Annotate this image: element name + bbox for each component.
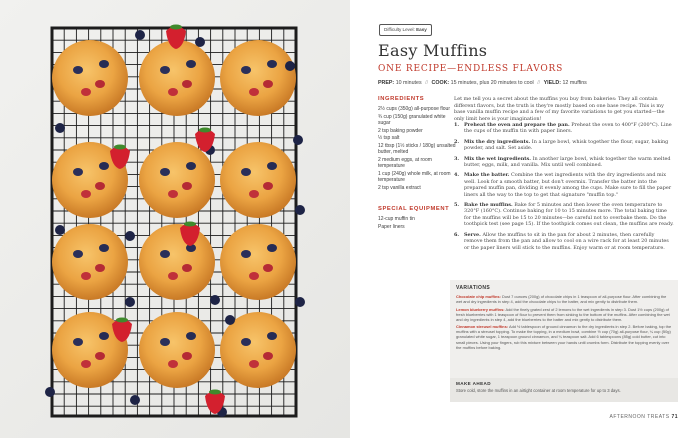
step-number: 2. [454,138,460,145]
method-step [454,202,674,228]
berry-spot [95,182,105,190]
blueberry [45,387,55,397]
variation-text: Add ½ tablespoon of ground cinnamon to the dry ingredients in step 2. Before baking, top the muffins with a streusel topping. To make the topping, in a medium bowl, combine ½ cup (70g) all-purpose flour, ¼ cup (50g) granulated white sugar, 1 teaspoon ground cinnamon, and ¼ teaspoon salt. Add 6 tablespoons (85g) cold butter, cut into small pieces. Using your fingers, rub this mixture between your hands until crumbs form. Distribute the topping evenly over the muffins before baking. [456,324,672,350]
berry-spot [263,80,273,88]
blueberry [285,61,295,71]
cook-label: COOK: [431,80,450,86]
blueberry [125,297,135,307]
blueberry [135,30,145,40]
berry-spot [95,80,105,88]
berry-spot [73,168,83,176]
ingredient-item: 2 tsp vanilla extract [378,184,421,191]
ingredient-item: 1 cup (240g) whole milk, at room temperature [378,170,451,184]
variation-text: Dust 7 ounces (200g) of chocolate chips in 1 teaspoon of all-purpose flour. After combining the wet and dry ingredients in step 4, add the chocolate chips to the batter, and mix gently to distribute them. [456,294,667,305]
berry-spot [160,66,170,74]
berry-spot [168,360,178,368]
blueberry [130,395,140,405]
berry-spot [182,182,192,190]
berry-spot [160,168,170,176]
equipment-heading: SPECIAL EQUIPMENT [378,206,450,212]
berry-spot [182,352,192,360]
strawberry-leaf [184,222,196,227]
variation-item [456,294,672,304]
strawberry-leaf [199,128,211,133]
berry-spot [95,264,105,272]
step-number: 6. [454,231,460,238]
variation-item [456,307,672,322]
muffin [139,224,215,300]
muffin [220,142,296,218]
make-ahead-heading: MAKE AHEAD [456,381,491,386]
variation-text: Add the finely grated zest of 2 lemons to the wet ingredients in step 3. Dust 1½ cups (200g) of fresh blueberries with 1 teaspoon of flour to prevent them from sinking to the bottom of the muffins. After combining the wet and dry ingredients in step 4, add the blueberries to the batter and mix gently to distribute them. [456,306,670,322]
step-text: In a large bowl, whisk together the flour, sugar, baking powder, and salt. Set aside. [464,138,669,152]
berry-spot [267,244,277,252]
berry-spot [249,88,259,96]
berry-spot [160,250,170,258]
blueberry [293,135,303,145]
variations-heading: VARIATIONS [456,285,491,291]
ingredient-item: 2 medium eggs, at room temperature [378,156,432,170]
step-lead: Bake the muffins. [464,202,513,209]
berry-spot [168,88,178,96]
method-step [454,232,674,251]
difficulty-value: Easy [416,27,427,32]
berry-spot [95,352,105,360]
strawberry-leaf [116,318,128,323]
berry-spot [249,190,259,198]
equipment-section [378,206,458,231]
step-text: Bake for 5 minutes and then lower the oven temperature to 320°F (160°C). Continue baking for 10 to 15 minutes more. The total baking time for the muffins will be 15 to 20 minutes—be careful not to overbake them. Do the toothpick test (see page 15). If the toothpick comes out clean, the muffins are ready. [464,202,674,228]
berry-spot [263,182,273,190]
step-lead: Mix the wet ingredients. [464,155,531,162]
blueberry [210,295,220,305]
berry-spot [241,250,251,258]
variation-name: Cinnamon streusel muffins: [456,324,509,330]
berry-spot [267,162,277,170]
muffin [139,142,215,218]
berry-spot [81,272,91,280]
yield-value: 12 muffins [562,80,587,86]
step-lead: Preheat the oven and prepare the pan. [464,122,570,128]
muffin [139,40,215,116]
muffin [139,312,215,388]
make-ahead-box [450,378,678,402]
berry-spot [81,190,91,198]
ingredients-heading: INGREDIENTS [378,96,425,102]
muffin [220,40,296,116]
blueberry [195,37,205,47]
berry-spot [81,88,91,96]
page-number: 71 [671,414,678,420]
berry-spot [263,352,273,360]
step-lead: Make the batter. [464,172,510,179]
ingredient-item: 12 tbsp (1½ sticks / 180g) unsalted butter, melted [378,142,456,156]
variation-item [456,324,672,349]
berry-spot [267,332,277,340]
muffin [220,224,296,300]
prep-value: 10 minutes [395,80,422,86]
prep-label: PREP: [378,80,395,86]
ingredient-item: 2½ cups (350g) all-purpose flour [378,106,450,112]
variation-name: Chocolate chip muffins: [456,294,501,299]
berry-spot [186,60,196,68]
step-text: In another large bowl, whisk together the warm melted butter, eggs, milk, and vanilla. Mix until well combined. [464,155,671,169]
muffin [52,224,128,300]
muffin [52,40,128,116]
blueberry [295,297,305,307]
berry-spot [81,360,91,368]
step-number: 3. [454,155,460,162]
berry-spot [249,360,259,368]
method-step [454,139,674,152]
method-steps [454,122,674,255]
berry-spot [267,60,277,68]
yield-label: YIELD: [543,80,561,86]
step-number: 5. [454,202,460,209]
variations-box [450,280,678,380]
make-ahead-text: Store cold, store the muffins in an airtight container at room temperature for up to 3 days. [456,388,621,393]
method-step [454,122,674,135]
difficulty-badge [379,24,432,36]
variation-name: Lemon blueberry muffins: [456,306,505,312]
ingredients-list [378,106,458,191]
berry-spot [99,244,109,252]
cook-value: 15 minutes, plus 20 minutes to cool [450,80,534,86]
berry-spot [241,66,251,74]
meta-separator: // [537,80,541,86]
blueberry [225,315,235,325]
recipe-title: Easy Muffins [378,41,488,60]
step-lead: Mix the dry ingredients. [464,138,531,145]
recipe-page [350,0,700,438]
berry-spot [73,250,83,258]
berry-spot [160,338,170,346]
step-number: 4. [454,172,460,179]
berry-spot [186,162,196,170]
berry-spot [168,272,178,280]
meta-separator: // [425,80,429,86]
berry-spot [99,332,109,340]
step-text: Combine the wet ingredients with the dry ingredients and mix well. Look for a smooth batter, but don't overmix. Transfer the batter into the prepared muffin pan, dividing it evenly among the cups. Make sure to fill the paper liners all the way to the top to get that signature "muffin top." [464,172,672,198]
berry-spot [182,264,192,272]
ingredients-section [378,96,458,192]
strawberry-leaf [114,145,126,150]
page-footer [610,414,679,420]
berry-spot [263,264,273,272]
footer-section: AFTERNOON TREATS [609,414,670,420]
ingredient-item: ¾ cup (150g) granulated white sugar [378,113,446,126]
equipment-list [378,216,458,230]
berry-spot [99,162,109,170]
strawberry-leaf [170,25,182,30]
recipe-intro: Let me tell you a secret about the muffins you buy from bakeries: They all contain different flavors, but the truth is they're mostly based on one base recipe. This is my base vanilla muffin recipe and a few of my favorite variations to get you started—the only limit here is your imagination! [454,96,665,122]
blueberry [55,123,65,133]
berry-spot [182,80,192,88]
berry-spot [186,332,196,340]
ingredient-item: ½ tsp salt [378,135,400,142]
blueberry [125,231,135,241]
blueberry [295,205,305,215]
step-text: Allow the muffins to sit in the pan for about 2 minutes, then carefully remove them from the pan and allow to cool on a wire rack for at least 20 minutes or the paper liners will stick to the muffins. Enjoy warm or at room temperature. [464,231,669,251]
berry-spot [73,66,83,74]
berry-spot [99,60,109,68]
equipment-item: Paper liners [378,223,405,230]
method-step [454,172,674,198]
berry-spot [168,190,178,198]
ingredient-item: 2 tsp baking powder [378,127,423,134]
blueberry [55,225,65,235]
step-text: Preheat the oven to 400°F (200°C). Line the cups of the muffin tin with paper liners. [464,122,672,135]
berry-spot [249,272,259,280]
method-step [454,156,674,169]
strawberry-leaf [209,390,221,395]
berry-spot [241,168,251,176]
berry-spot [73,338,83,346]
recipe-meta [378,80,678,86]
step-lead: Serve. [464,231,481,238]
recipe-subtitle: ONE RECIPE—ENDLESS FLAVORS [378,64,564,74]
difficulty-label: Difficulty Level: [384,27,415,32]
berry-spot [241,338,251,346]
step-number: 1. [454,122,460,128]
equipment-item: 12-cup muffin tin [378,216,415,222]
